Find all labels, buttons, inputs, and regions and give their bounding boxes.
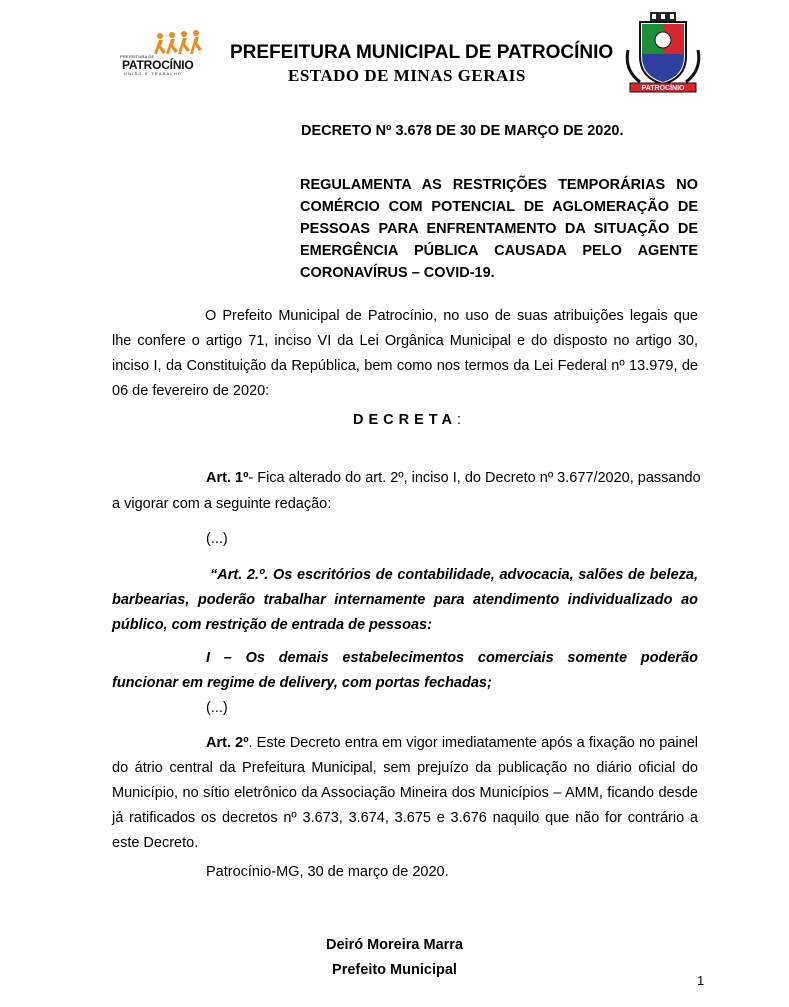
decreta-colon: : bbox=[457, 412, 462, 428]
article-2-line: este Decreto. bbox=[112, 835, 199, 851]
summary-line: CORONAVÍRUS – COVID-19. bbox=[300, 265, 495, 281]
article-1-label: Art. 1º bbox=[206, 470, 249, 486]
article-2-line: já ratificados os decretos nº 3.673, 3.674, 3.675 e 3.676 naquilo que não for contrário a bbox=[112, 810, 698, 826]
preamble-line: 06 de fevereiro de 2020: bbox=[112, 383, 270, 399]
quote-line: “Art. 2.º. Os escritórios de contabilidade, advocacia, salões de beleza, bbox=[210, 567, 698, 583]
preamble-line: O Prefeito Municipal de Patrocínio, no uso de suas atribuições legais que bbox=[205, 308, 698, 324]
header-subtitle: ESTADO DE MINAS GERAIS bbox=[288, 66, 526, 85]
summary-line: REGULAMENTA AS RESTRIÇÕES TEMPORÁRIAS NO bbox=[300, 177, 698, 193]
preamble-line: lhe confere o artigo 71, inciso VI da Lei Orgânica Municipal e do disposto no artigo 30, bbox=[112, 333, 698, 349]
quote-line: barbearias, poderão trabalhar internamente para atendimento individualizado ao bbox=[112, 592, 698, 608]
people-logo-icon bbox=[148, 30, 208, 56]
summary-line: EMERGÊNCIA PÚBLICA CAUSADA PELO AGENTE bbox=[300, 243, 698, 259]
article-2-line: do átrio central da Prefeitura Municipal, sem prejuízo da publicação no diário oficial do bbox=[112, 760, 698, 776]
inciso-line: funcionar em regime de delivery, com portas fechadas; bbox=[112, 675, 492, 691]
summary-line: PESSOAS PARA ENFRENTAMENTO DA SITUAÇÃO DE bbox=[300, 221, 698, 237]
article-2-line bbox=[206, 731, 698, 756]
crest-banner-text: PATROCÍNIO bbox=[641, 85, 685, 92]
signatory-name: Deiró Moreira Marra bbox=[326, 937, 463, 953]
preamble-line: inciso I, da Constituição da República, bem como nos termos da Lei Federal nº 13.979, de bbox=[112, 358, 698, 374]
ellipsis: (...) bbox=[206, 531, 228, 547]
decreta-word: DECRETA bbox=[353, 412, 458, 428]
article-1-line bbox=[206, 466, 701, 491]
page-number: 1 bbox=[697, 973, 705, 988]
summary-line: COMÉRCIO COM POTENCIAL DE AGLOMERAÇÃO DE bbox=[300, 199, 698, 215]
quote-line: público, com restrição de entrada de pessoas: bbox=[112, 617, 432, 633]
ellipsis: (...) bbox=[206, 700, 228, 716]
decreta-heading bbox=[353, 412, 461, 428]
decree-summary bbox=[300, 174, 698, 284]
signatory-role: Prefeito Municipal bbox=[332, 962, 457, 978]
coat-of-arms-icon bbox=[620, 10, 706, 96]
logo-wordmark: PATROCÍNIO bbox=[122, 58, 194, 72]
header-title: PREFEITURA MUNICIPAL DE PATROCÍNIO bbox=[230, 42, 614, 63]
prefeitura-logo bbox=[118, 30, 212, 76]
place-date: Patrocínio-MG, 30 de março de 2020. bbox=[206, 864, 449, 880]
article-1-text: - Fica alterado do art. 2º, inciso I, do Decreto nº 3.677/2020, passando bbox=[248, 470, 701, 486]
article-2-label: Art. 2º bbox=[206, 735, 249, 751]
article-1-line: a vigorar com a seguinte redação: bbox=[112, 496, 332, 512]
article-2-line: Município, no sítio eletrônico da Associação Mineira dos Municípios – AMM, ficando desde bbox=[112, 785, 698, 801]
logo-small-text: PREFEITURA DE bbox=[120, 54, 155, 59]
article-2-text: . Este Decreto entra em vigor imediatamente após a fixação no painel bbox=[248, 735, 698, 751]
decree-title: DECRETO Nº 3.678 DE 30 DE MARÇO DE 2020. bbox=[301, 123, 624, 139]
inciso-line: I – Os demais estabelecimentos comerciais somente poderão bbox=[206, 650, 698, 666]
logo-tagline: UNIÃO E TRABALHO bbox=[124, 71, 183, 76]
